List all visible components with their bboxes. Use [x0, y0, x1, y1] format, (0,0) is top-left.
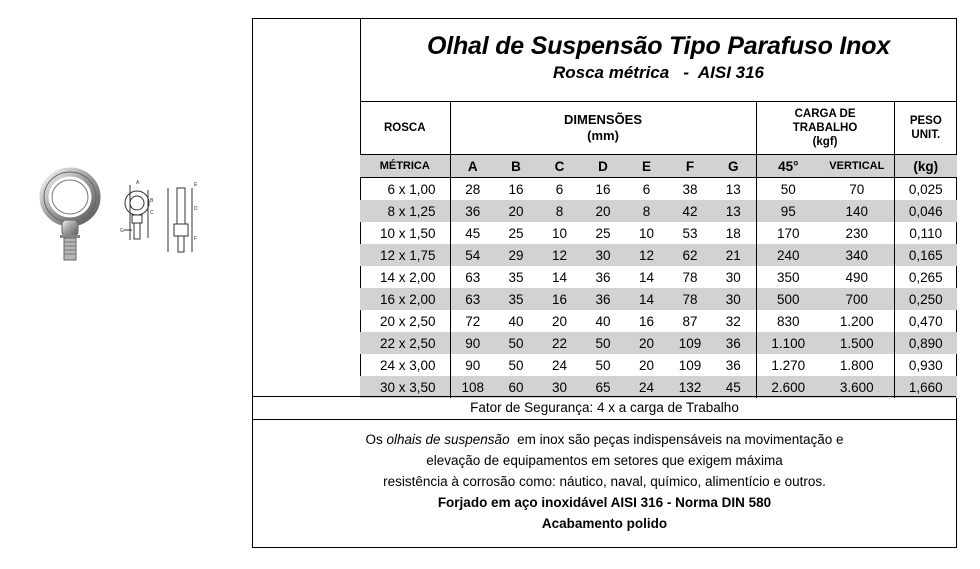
cell-peso: 1,660: [894, 376, 957, 398]
cell-e: 6: [642, 181, 651, 197]
cell-b: 16: [508, 181, 524, 197]
cell-vertical: 1.500: [820, 332, 894, 354]
table-body: [360, 178, 957, 399]
header-peso: PESO UNIT.: [894, 102, 957, 155]
cell-c45: 2.600: [756, 376, 820, 398]
cell-a: 108: [450, 376, 495, 398]
cell-rosca: 20 x 2,50: [379, 313, 436, 329]
cell-c45: 95: [756, 200, 820, 222]
cell-c: 14: [551, 269, 568, 285]
cell-rosca: 30 x 3,50: [360, 376, 450, 398]
page-title: Olhal de Suspensão Tipo Parafuso Inox: [426, 32, 891, 60]
cell-vertical: 1.200: [839, 313, 874, 329]
cell-peso: 0,470: [894, 310, 957, 332]
table-row: [360, 266, 957, 288]
description-material: Forjado em aço inoxidável AISI 316 - Norma DIN 580: [437, 495, 772, 510]
cell-rosca: 24 x 3,00: [379, 357, 436, 373]
cell-b: 50: [508, 357, 524, 373]
header-col-a: A: [450, 155, 495, 178]
cell-peso: 0,930: [894, 354, 957, 376]
cell-peso: 0,265: [894, 266, 957, 288]
eye-bolt-photo: [38, 165, 102, 265]
cell-vertical: 1.800: [839, 357, 874, 373]
cell-f: 38: [682, 181, 698, 197]
cell-f: 42: [669, 200, 711, 222]
cell-f: 132: [669, 376, 711, 398]
cell-c45: 350: [756, 266, 820, 288]
table-row: [360, 222, 957, 244]
header-metrica: MÉTRICA: [360, 155, 450, 178]
page-subtitle: Rosca métrica - AISI 316: [552, 63, 765, 82]
table-header-row-2: [360, 155, 957, 178]
cell-vertical: 140: [820, 200, 894, 222]
table-header-row-1: [360, 102, 957, 155]
drawing-label-b: B: [150, 198, 154, 204]
cell-e: 14: [638, 269, 655, 285]
cell-vertical: 3.600: [820, 376, 894, 398]
cell-g: 45: [711, 376, 756, 398]
cell-vertical: 230: [845, 225, 869, 241]
header-col-d: D: [582, 155, 624, 178]
drawing-label-f: F: [194, 236, 198, 242]
cell-d: 25: [595, 225, 611, 241]
cell-peso: 0,890: [894, 332, 957, 354]
table-row: [360, 178, 957, 201]
cell-peso: 0,046: [894, 200, 957, 222]
cell-e: 8: [624, 200, 669, 222]
cell-a: 45: [450, 222, 495, 244]
header-col-b: B: [495, 155, 537, 178]
cell-vertical: 70: [849, 181, 865, 197]
drawing-label-a: A: [136, 180, 140, 186]
cell-a: 72: [450, 310, 495, 332]
table-row: [360, 376, 957, 398]
header-45deg: 45°: [756, 155, 820, 178]
cell-e: 16: [638, 313, 655, 329]
cell-a: 63: [450, 288, 495, 310]
technical-drawing: [110, 180, 200, 260]
header-kg: (kg): [894, 155, 957, 178]
cell-peso: 0,110: [894, 222, 957, 244]
cell-rosca: 22 x 2,50: [360, 332, 450, 354]
cell-d: 50: [595, 357, 611, 373]
cell-rosca: 10 x 1,50: [379, 225, 436, 241]
cell-c45: 830: [756, 310, 820, 332]
cell-c: 12: [537, 244, 582, 266]
table-row: [360, 200, 957, 222]
drawing-label-e: E: [194, 182, 198, 188]
cell-e: 12: [624, 244, 669, 266]
description-line-1: Os olhais de suspensão em inox são peças indispensáveis na movimentação e: [365, 432, 844, 447]
cell-f: 78: [669, 288, 711, 310]
cell-b: 35: [495, 288, 537, 310]
cell-b: 60: [495, 376, 537, 398]
cell-c45: 1.270: [756, 354, 820, 376]
cell-d: 20: [582, 200, 624, 222]
cell-b: 20: [495, 200, 537, 222]
cell-c: 8: [537, 200, 582, 222]
cell-e: 14: [624, 288, 669, 310]
cell-g: 32: [725, 313, 741, 329]
description-finish: Acabamento polido: [541, 516, 668, 531]
cell-c45: 50: [756, 178, 820, 201]
spec-sheet-frame: [252, 18, 957, 548]
cell-f: 62: [669, 244, 711, 266]
cell-rosca: 8 x 1,25: [360, 200, 450, 222]
cell-d: 40: [595, 313, 611, 329]
header-carga: CARGA DE TRABALHO (kgf): [756, 102, 894, 155]
cell-c45: 1.100: [756, 332, 820, 354]
cell-f: 78: [682, 269, 698, 285]
cell-e: 10: [638, 225, 655, 241]
cell-c: 20: [551, 313, 568, 329]
header-col-e: E: [624, 155, 669, 178]
spec-table: [360, 101, 957, 398]
cell-f: 87: [682, 313, 698, 329]
cell-c45: 170: [756, 222, 820, 244]
description-line-2: elevação de equipamentos em setores que exigem máxima: [426, 453, 783, 468]
cell-peso: 0,250: [894, 288, 957, 310]
table-row: [360, 244, 957, 266]
cell-a: 54: [450, 244, 495, 266]
cell-rosca: 14 x 2,00: [379, 269, 436, 285]
drawing-label-d: D: [194, 206, 198, 212]
drawing-label-g: G: [120, 228, 124, 234]
cell-rosca: 16 x 2,00: [360, 288, 450, 310]
title-block: [361, 19, 956, 101]
cell-a: 90: [450, 354, 495, 376]
safety-factor: Fator de Segurança: 4 x a carga de Trabalho: [253, 396, 956, 420]
header-col-g: G: [711, 155, 756, 178]
cell-g: 13: [725, 181, 741, 197]
cell-c45: 240: [756, 244, 820, 266]
cell-rosca: 12 x 1,75: [360, 244, 450, 266]
cell-a: 28: [450, 178, 495, 201]
cell-f: 109: [669, 332, 711, 354]
cell-f: 53: [682, 225, 698, 241]
cell-c: 30: [537, 376, 582, 398]
cell-g: 30: [711, 288, 756, 310]
cell-d: 36: [582, 288, 624, 310]
header-col-f: F: [669, 155, 711, 178]
drawing-label-c: C: [150, 210, 154, 216]
cell-b: 50: [495, 332, 537, 354]
cell-peso: 0,165: [894, 244, 957, 266]
cell-e: 20: [638, 357, 655, 373]
header-col-c: C: [537, 155, 582, 178]
cell-vertical: 700: [820, 288, 894, 310]
header-vertical: VERTICAL: [820, 155, 894, 178]
cell-d: 16: [595, 181, 611, 197]
cell-d: 36: [595, 269, 611, 285]
cell-vertical: 490: [845, 269, 869, 285]
cell-rosca: 6 x 1,00: [387, 181, 436, 197]
cell-g: 13: [711, 200, 756, 222]
cell-b: 25: [508, 225, 524, 241]
cell-d: 30: [582, 244, 624, 266]
cell-g: 30: [725, 269, 741, 285]
cell-c45: 500: [756, 288, 820, 310]
table-row: [360, 288, 957, 310]
cell-g: 18: [725, 225, 741, 241]
table-row: [360, 332, 957, 354]
table-row: [360, 310, 957, 332]
cell-g: 36: [725, 357, 741, 373]
cell-peso: 0,025: [894, 178, 957, 201]
cell-g: 21: [711, 244, 756, 266]
cell-a: 90: [450, 332, 495, 354]
table-row: [360, 354, 957, 376]
cell-vertical: 340: [820, 244, 894, 266]
cell-d: 65: [582, 376, 624, 398]
cell-a: 63: [450, 266, 495, 288]
cell-e: 24: [624, 376, 669, 398]
cell-c: 6: [555, 181, 564, 197]
cell-d: 50: [582, 332, 624, 354]
cell-a: 36: [450, 200, 495, 222]
cell-c: 22: [537, 332, 582, 354]
cell-e: 20: [624, 332, 669, 354]
cell-g: 36: [711, 332, 756, 354]
cell-f: 109: [678, 357, 702, 373]
header-rosca: ROSCA: [360, 102, 450, 155]
description: [253, 429, 956, 534]
description-line-3: resistência à corrosão como: náutico, naval, químico, alimentício e outros.: [383, 474, 826, 489]
header-dimensoes: DIMENSÕES (mm): [450, 102, 756, 155]
cell-c: 16: [537, 288, 582, 310]
cell-b: 40: [508, 313, 524, 329]
cell-b: 29: [495, 244, 537, 266]
cell-c: 10: [551, 225, 568, 241]
cell-b: 35: [508, 269, 524, 285]
cell-c: 24: [551, 357, 568, 373]
